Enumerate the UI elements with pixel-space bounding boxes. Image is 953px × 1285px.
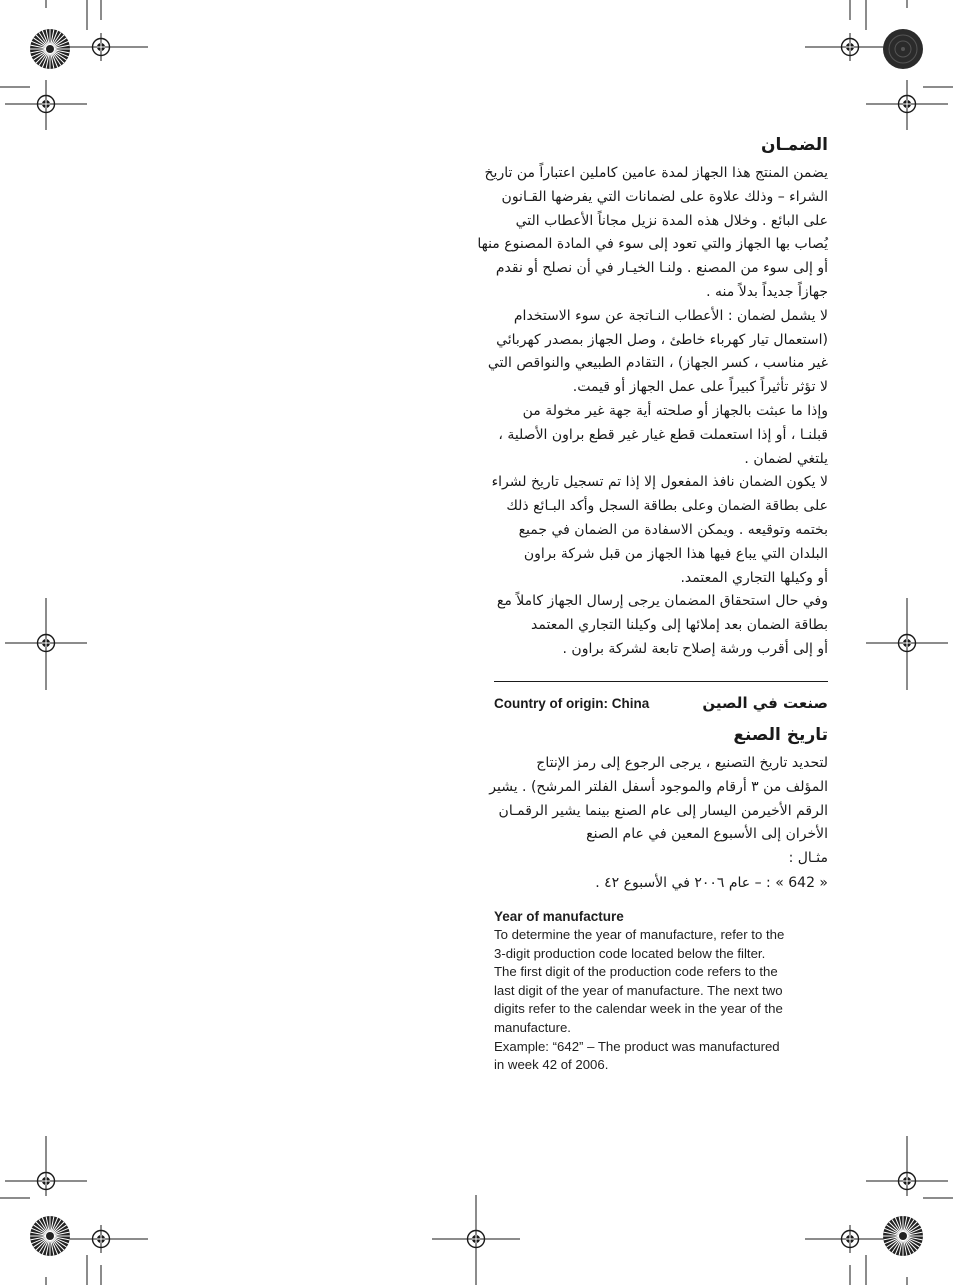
manufacture-line-english: Example: “642” – The product was manufactured [494,1038,780,1054]
section-divider [494,681,828,682]
manufacture-heading-arabic: تاريخ الصنع [733,725,828,745]
warranty-line: البلدان التي يباع فيها هذا الجهاز من قبل شركة براون [523,545,828,562]
manufacture-example-arabic: « 642 » : – عام ٢٠٠٦ في الأسبوع ٤٢ . [595,874,828,891]
warranty-line: بطاقة الضمان بعد إملائها إلى وكيلنا التجاري المعتمد [531,617,828,634]
manufacture-line-english: The first digit of the production code refers to the [494,964,778,980]
warranty-section-arabic [477,134,828,662]
manufacture-line-arabic: الرقم الأخيرمن اليسار إلى عام الصنع بينما يشير الرقمـان [498,802,828,819]
warranty-line: لا تؤثر تأثيراً كبيراً على عمل الجهاز أو قيمت. [572,379,828,396]
warranty-line: أو إلى سوء من المصنع . ولنـا الخيـار في أن نصلح أو نقدم [495,260,828,277]
manufacture-section-english [494,908,828,1075]
warranty-line: لا يشمل لضمان : الأعطاب النـاتجة عن سوء الاستخدام [513,307,828,324]
manufacture-line-arabic: لتحديد تاريخ التصنيع ، يرجى الرجوع إلى رمز الإنتاج [536,755,828,771]
manufacture-line-english: last digit of the year of manufacture. The next two [494,982,783,998]
warranty-line: أو وكيلها التجاري المعتمد. [680,569,828,586]
manufacture-line-arabic: الأخران إلى الأسبوع المعين في عام الصنع [586,826,828,843]
manufacture-section-arabic [489,724,828,895]
warranty-line: قبلنـا ، أو إذا استعملت قطع غيار غير قطع براون الأصلية ، [498,426,828,443]
warranty-line: على البائع . وخلال هذه المدة نزيل مجاناً الأعطاب التي [515,212,828,229]
manufacture-heading-english: Year of manufacture [494,909,624,924]
country-of-origin-arabic: صنعت في الصين [702,694,828,712]
warranty-line: يلتغي لضمان . [744,450,828,467]
country-of-origin [494,694,828,716]
warranty-line: يُصاب بها الجهاز والتي تعود إلى سوء في المادة المصنوع منها [477,236,828,253]
manufacture-line-english: in week 42 of 2006. [494,1057,609,1073]
warranty-line: الشراء – وذلك علاوة على لضمانات التي يفرضها القـانون [501,188,828,205]
warranty-line: على بطاقة الضمان وعلى بطاقة السجل وأكد البـائع ذلك [506,498,828,515]
warranty-line: لا يكون الضمان نافذ المفعول إلا إذا تم تسجيل تاريخ لشراء [491,474,828,491]
warranty-line: وفي حال استحقاق المضمان يرجى إرسال الجهاز كاملاً مع [496,593,828,610]
warranty-line: بختمه وتوقيعه . ويمكن الاسفادة من الضمان في جميع [518,521,828,538]
manufacture-line-english: manufacture. [494,1019,571,1035]
warranty-line: (استعمال تيار كهرباء خاطئ ، وصل الجهاز بمصدر كهربائي [496,331,828,348]
warranty-heading: الضمـان [760,135,828,155]
warranty-line: يضمن المنتج هذا الجهاز لمدة عامين كاملين اعتباراً من تاريخ [484,165,828,181]
warranty-line: جهازاً جديداً بدلاً منه . [706,283,828,300]
warranty-line: وإذا ما عبثت بالجهاز أو صلحته أية جهة غير مخولة من [522,402,828,419]
manufacture-line-arabic: مثـال : [788,850,828,867]
warranty-body [477,162,828,662]
warranty-line: أو إلى أقرب ورشة إصلاح تابعة لشركة براون . [562,640,828,657]
country-of-origin-english: Country of origin: China [494,696,650,711]
manufacture-line-english: digits refer to the calendar week in the year of the [494,1001,783,1017]
manufacture-line-english: 3-digit production code located below the filter. [494,945,766,961]
manufacture-line-english: To determine the year of manufacture, refer to the [494,927,785,942]
warranty-line: غير مناسب ، كسر الجهاز) ، التقادم الطبيعي والنواقص التي [487,355,828,372]
manufacture-line-arabic: المؤلف من ٣ أرقام والموجود أسفل الفلتر المرشح) . يشير [489,778,828,795]
